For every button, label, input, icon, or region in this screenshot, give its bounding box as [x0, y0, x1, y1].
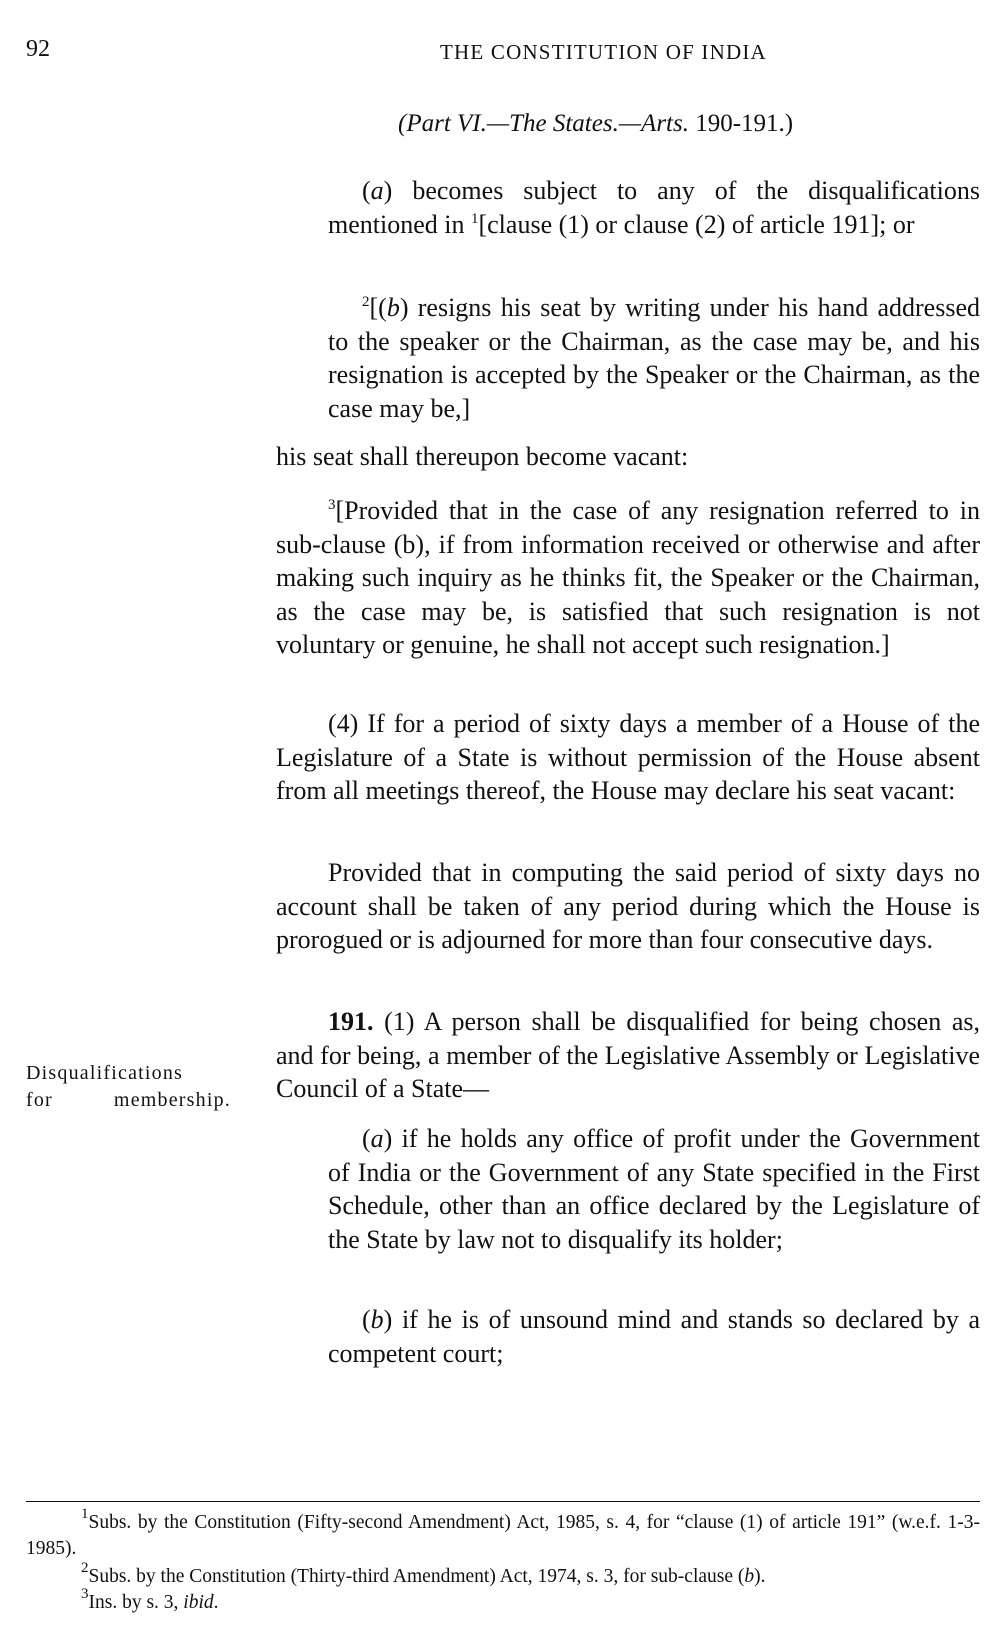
article-191-1 — [276, 1005, 980, 1106]
paren-open: [( — [369, 293, 387, 322]
paren-open: ( — [362, 1305, 371, 1334]
clause-a-becomes-subject — [328, 174, 980, 241]
clause-b-resigns — [328, 291, 980, 425]
paragraph-text: (4) If for a period of sixty days a member of a House of the Legislature of a State is without permission of the House absent from all meetings thereof, the House may declare his seat vacant: — [276, 709, 980, 805]
sixty-days-proviso — [276, 856, 980, 957]
paragraph-text: [Provided that in the case of any resignation referred to in sub-clause (b), if from information received or otherwise and after making such inquiry as he thinks fit, the Speaker or the Chairman, as the case may be, is satisfied that such resignation is not voluntary or genuine, he shall not accept such resignation.] — [276, 496, 980, 659]
margin-note-line-2: for membership. — [26, 1089, 231, 1111]
footnote-marker: 2 — [81, 1560, 89, 1576]
clause-4-absence — [276, 707, 980, 808]
margin-note — [26, 1060, 231, 1114]
footnote-close: ). — [754, 1566, 766, 1587]
paren-close: ) — [383, 1305, 402, 1334]
clause-label: b — [370, 1305, 384, 1334]
article-number: 191. — [328, 1007, 374, 1036]
footnote-2 — [26, 1560, 980, 1590]
footnote-marker: 3 — [81, 1586, 89, 1602]
clause-text-continued: [clause (1) or clause (2) of article 191]; or — [478, 209, 915, 239]
footnote-ref: 2 — [362, 294, 370, 310]
clause-label: a — [370, 1124, 384, 1153]
clause-text: resigns his seat by writing under his hand addressed to the speaker or the Chairman, as the case may be, and his resignation is accepted by the Speaker or the Chairman, as the case may be,] — [328, 293, 980, 423]
footnote-divider — [26, 1501, 980, 1502]
footnote-1 — [26, 1506, 980, 1562]
footnote-close: . — [213, 1592, 219, 1613]
paren-close: ) — [383, 1124, 402, 1153]
footnote-text: Subs. by the Constitution (Fifty-second Amendment) Act, 1985, s. 4, for “clause (1) of article 191” (w.e.f. 1-3-1985). — [26, 1512, 980, 1559]
footnote-text: Subs. by the Constitution (Thirty-third Amendment) Act, 1974, s. 3, for sub-clause ( — [88, 1566, 745, 1587]
footnote-text: Ins. by s. 3, — [88, 1592, 184, 1613]
paragraph-text: his seat shall thereupon become vacant: — [276, 442, 689, 471]
paragraph-text: Provided that in computing the said period of sixty days no account shall be taken of any period during which the House is prorogued or is adjourned for more than four consecutive days. — [276, 858, 980, 954]
clause-text: becomes subject to any of the disqualifications mentioned in — [328, 176, 980, 239]
page-number: 92 — [26, 36, 50, 62]
footnote-ref: 1 — [470, 210, 479, 227]
part-heading-italic: (Part VI.—The States.—Arts. — [398, 110, 689, 137]
clause-label: a — [370, 176, 384, 205]
paren-close: ) — [399, 293, 418, 322]
resignation-proviso — [276, 494, 980, 662]
part-heading — [398, 110, 793, 138]
margin-note-line-1: Disqualifications — [26, 1062, 184, 1084]
running-title: THE CONSTITUTION OF INDIA — [440, 40, 767, 64]
paren-open: ( — [362, 176, 371, 205]
paren-open: ( — [362, 1124, 371, 1153]
clause-label: b — [386, 293, 400, 322]
clause-text: if he is of unsound mind and stands so declared by a competent court; — [328, 1305, 980, 1368]
clause-text: if he holds any office of profit under the Government of India or the Government of any State specified in the First Schedule, other than an office declared by the Legislature of the State by law not to disqualify its holder; — [328, 1124, 980, 1254]
part-heading-range: 190-191.) — [695, 110, 794, 137]
footnote-italic: b — [744, 1566, 755, 1587]
clause-a-office-of-profit — [328, 1122, 980, 1256]
footnote-italic: ibid — [183, 1592, 214, 1613]
paren-close: ) — [383, 176, 413, 205]
seat-vacant-paragraph — [276, 440, 980, 474]
clause-b-unsound-mind — [328, 1303, 980, 1370]
footnote-marker: 1 — [81, 1506, 89, 1522]
footnote-ref: 3 — [328, 497, 336, 513]
footnote-3 — [26, 1586, 980, 1616]
paragraph-text: (1) A person shall be disqualified for being chosen as, and for being, a member of the Legislative Assembly or Legislative Council of a State— — [276, 1007, 980, 1103]
